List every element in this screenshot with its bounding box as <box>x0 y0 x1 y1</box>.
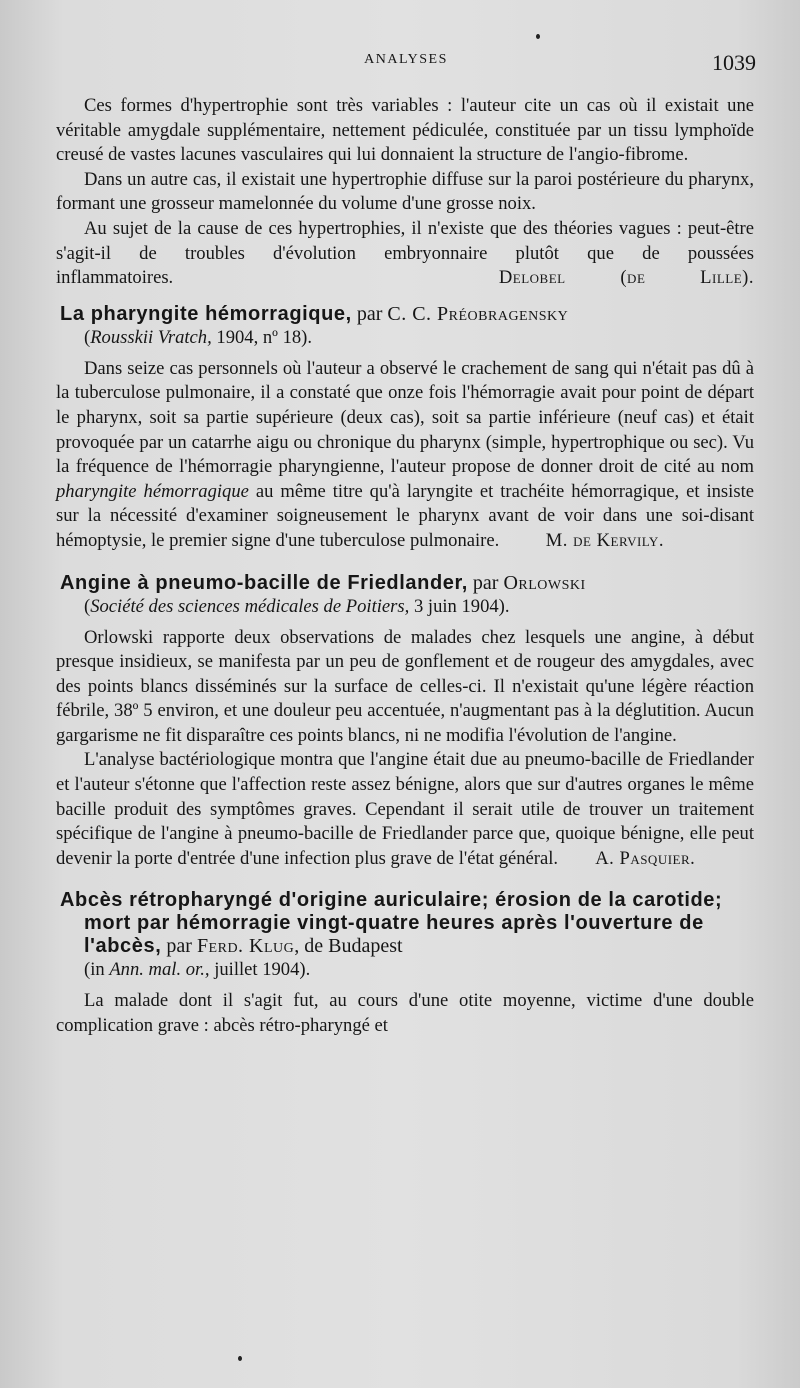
page-header <box>56 50 756 82</box>
source-details: juillet 1904). <box>214 959 311 981</box>
paragraph <box>56 217 754 291</box>
article-title <box>56 303 754 326</box>
signature: Delobel (de Lille). <box>498 267 755 289</box>
paragraph: Ces formes d'hypertrophie sont très variables : l'auteur cite un cas où il existait une véritable amygdale supplémentaire, nettement pédiculée, constituée par un tissu lymphoïde creusé de vastes lacunes vasculaires qui lui donnaient la structure de l'angio-fibrome. <box>56 95 754 166</box>
source-prefix: (in <box>84 959 105 981</box>
paragraph <box>56 748 754 871</box>
paragraph-text: L'analyse bactériologique montra que l'angine était due au pneumo-bacille de Friedlander et l'auteur s'étonne que l'affection reste assez bénigne, alors que sur d'autres organes le même bacille produit des symptômes graves. Cependant il serait utile de trouver un traitement spécifique de l'angine à pneumo-bacille de Friedlander parce que, quoique bénigne, elle peut devenir la porte d'entrée d'une infection plus grave de l'état général. <box>56 749 754 869</box>
article-source <box>56 958 754 981</box>
title-text: Angine à pneumo-bacille de Friedlander, <box>60 571 468 594</box>
source-journal: Ann. mal. or., <box>109 959 210 981</box>
source-journal: Rousskii Vratch, <box>90 326 212 348</box>
paragraph: La malade dont il s'agit fut, au cours d'une otite moyenne, victime d'une double complication grave : abcès rétro-pharyngé et <box>56 990 754 1037</box>
signature: A. Pasquier. <box>595 847 696 869</box>
article-author: C. C. Préobragensky <box>387 302 569 325</box>
paragraph: Dans un autre cas, il existait une hypertrophie diffuse sur la paroi postérieure du pharynx, formant une grosseur mamelonnée du volume d'une grosse noix. <box>56 168 754 215</box>
article-angine <box>56 572 754 872</box>
by-word: par <box>472 571 499 594</box>
title-text: Abcès rétropharyngé d'origine auriculaire; érosion de la carotide; mort par hémorragie vingt-quatre heures après l'ouverture de l'abcès, <box>60 889 723 958</box>
article-abces <box>56 889 754 1038</box>
source-journal: Société des sciences médicales de Poitiers, <box>90 595 410 617</box>
article-source: (Rousskii Vratch, 1904, nº 18). <box>84 326 313 348</box>
paragraph-text: Au sujet de la cause de ces hypertrophies, il n'existe que des théories vagues : peut-être s'agit-il de troubles d'évolution embryonnaire plutôt que de poussées inflammatoires. <box>56 217 754 289</box>
article-source: (Société des sciences médicales de Poitiers, 3 juin 1904). <box>84 595 510 617</box>
source-details: 1904, nº 18). <box>216 326 313 348</box>
italic-term: pharyngite hémorragique <box>56 480 249 502</box>
by-word: par <box>356 302 383 325</box>
paragraph-text: au même titre qu'à laryngite et trachéite hémorragique, et insiste sur la nécessité d'examiner soigneusement le pharynx avant de voir dans une soi-disant hémoptysie, le premier signe d'une tuberculose pulmonaire. <box>56 480 754 551</box>
signature: M. de Kervily. <box>545 529 664 551</box>
source-details: 3 juin 1904). <box>413 595 510 617</box>
page-number: 1039 <box>712 50 756 75</box>
paragraph <box>56 357 754 554</box>
article-pharyngite <box>56 303 754 554</box>
article-title <box>56 572 754 595</box>
paragraph-text: Dans seize cas personnels où l'auteur a observé le crachement de sang qui n'était pas dû à la tuberculose pulmonaire, il a constaté que onze fois l'hémorragie avait pour point de départ le pharynx, soit sa partie supérieure (deux cas), soit sa partie inférieure (neuf cas) et était provoquée par un catarrhe aigu ou chronique du pharynx (simple, hypertrophique ou sec). Vu la fréquence de l'hémorragie pharyngienne, l'auteur propose de donner droit de cité au nom <box>56 357 754 478</box>
ink-dot <box>238 1356 242 1361</box>
article-continued <box>56 94 754 291</box>
ink-dot <box>536 34 540 39</box>
article-author: Orlowski <box>503 571 586 594</box>
article-author: Ferd. Klug <box>196 935 295 958</box>
paragraph: Orlowski rapporte deux observations de malades chez lesquels une angine, à début presque insidieux, se manifesta par un peu de gonflement et de rougeur des amygdales, avec des points blancs disséminés sur la surface de celles-ci. Il n'existait qu'une légère réaction fébrile, 38º 5 environ, et une douleur peu accentuée, n'augmentant pas à la déglutition. Aucun gargarisme ne fit disparaître ces points blancs, ni ne modifia l'évolution de l'angine. <box>56 626 754 746</box>
by-word: par <box>166 935 192 958</box>
title-text: La pharyngite hémorragique, <box>60 302 352 325</box>
running-head: ANALYSES <box>364 52 448 67</box>
article-title <box>56 889 754 958</box>
page-body <box>56 94 754 1039</box>
author-suffix: , de Budapest <box>294 935 403 958</box>
